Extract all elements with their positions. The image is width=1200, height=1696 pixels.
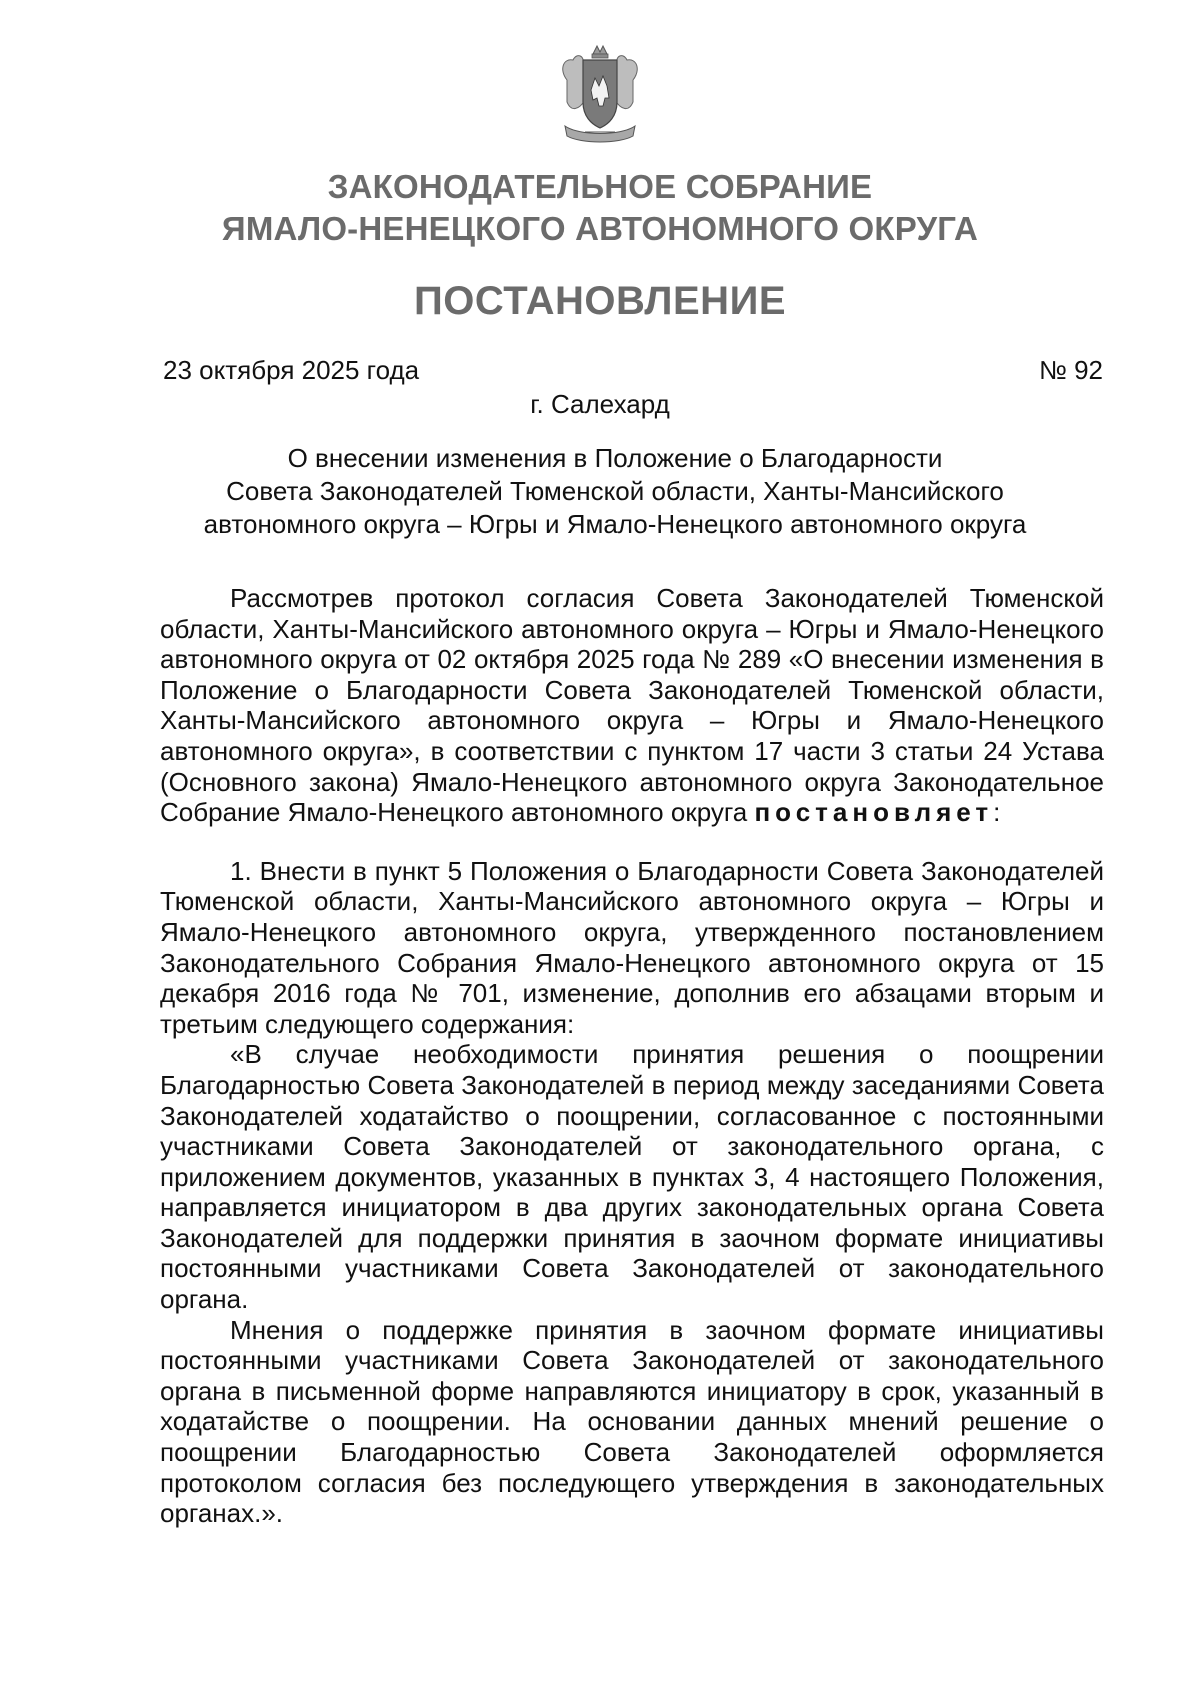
document-number: № 92 (1038, 355, 1103, 385)
org-name-line2: ЯМАЛО-НЕНЕЦКОГО АВТОНОМНОГО ОКРУГА (221, 210, 979, 247)
yamal-nenets-coat-of-arms-icon (555, 40, 645, 150)
item-1-paragraph: 1. Внести в пункт 5 Положения о Благодарности Совета Законодателей Тюменской области, Ханты-Мансийского автономного округа – Югры и Ямало-Ненецкого автономного округа, утвержденного постановлением Законодательного Собрания Ямало-Ненецкого автономного округа от 15 декабря 2016 года № 701, изменение, дополнив его абзацами вторым и третьим следующего содержания: (160, 855, 1104, 1039)
subject-line: О внесении изменения в Положение о Благодарности (287, 443, 943, 473)
org-name-line1: ЗАКОНОДАТЕЛЬНОЕ СОБРАНИЕ (327, 168, 873, 205)
document-date: 23 октября 2025 года (163, 355, 420, 385)
preamble-text: Рассмотрев протокол согласия Совета Законодателей Тюменской области, Ханты-Мансийского автономного округа – Югры и Ямало-Ненецкого автономного округа от 02 октября 2025 года № 289 «О внесении изменения в Положение о Благодарности Совета Законодателей Тюменской области, Ханты-Мансийского автономного округа – Югры и Ямало-Ненецкого автономного округа», в соответствии с пунктом 17 части 3 статьи 24 Устава (Основного закона) Ямало-Ненецкого автономного округа Законодательное Собрание Ямало-Ненецкого автономного округа (160, 583, 1104, 828)
preamble-paragraph (160, 583, 1104, 828)
document-subject (160, 442, 1070, 541)
document-body (160, 583, 1104, 1529)
quoted-paragraph-2: Мнения о поддержке принятия в заочном формате инициативы постоянными участниками Совета Законодателей от законодательного органа в письменной форме направляются инициатору в срок, указанный в ходатайстве о поощрении. На основании данных мнений решение о поощрении Благодарностью Совета Законодателей оформляется протоколом согласия без последующего утверждения в законодательных органах.». (160, 1314, 1104, 1529)
document-city: г. Салехард (530, 389, 670, 419)
resolves-word: постановляет (754, 797, 994, 828)
quoted-paragraph-1: «В случае необходимости принятия решения о поощрении Благодарностью Совета Законодателей в период между заседаниями Совета Законодателей ходатайство о поощрении, согласованное с постоянными участниками Совета Законодателей от законодательного органа, с приложением документов, указанных в пунктах 3, 4 настоящего Положения, направляется инициатором в два других законодательных органа Совета Законодателей для поддержки принятия в заочном формате инициативы постоянными участниками Совета Законодателей от законодательного органа. (160, 1039, 1104, 1315)
subject-line: автономного округа – Югры и Ямало-Ненецкого автономного округа (203, 509, 1027, 539)
subject-line: Совета Законодателей Тюменской области, Ханты-Мансийского (226, 476, 1004, 506)
resolves-colon: : (993, 797, 1001, 828)
document-type-title: ПОСТАНОВЛЕНИЕ (413, 279, 786, 323)
